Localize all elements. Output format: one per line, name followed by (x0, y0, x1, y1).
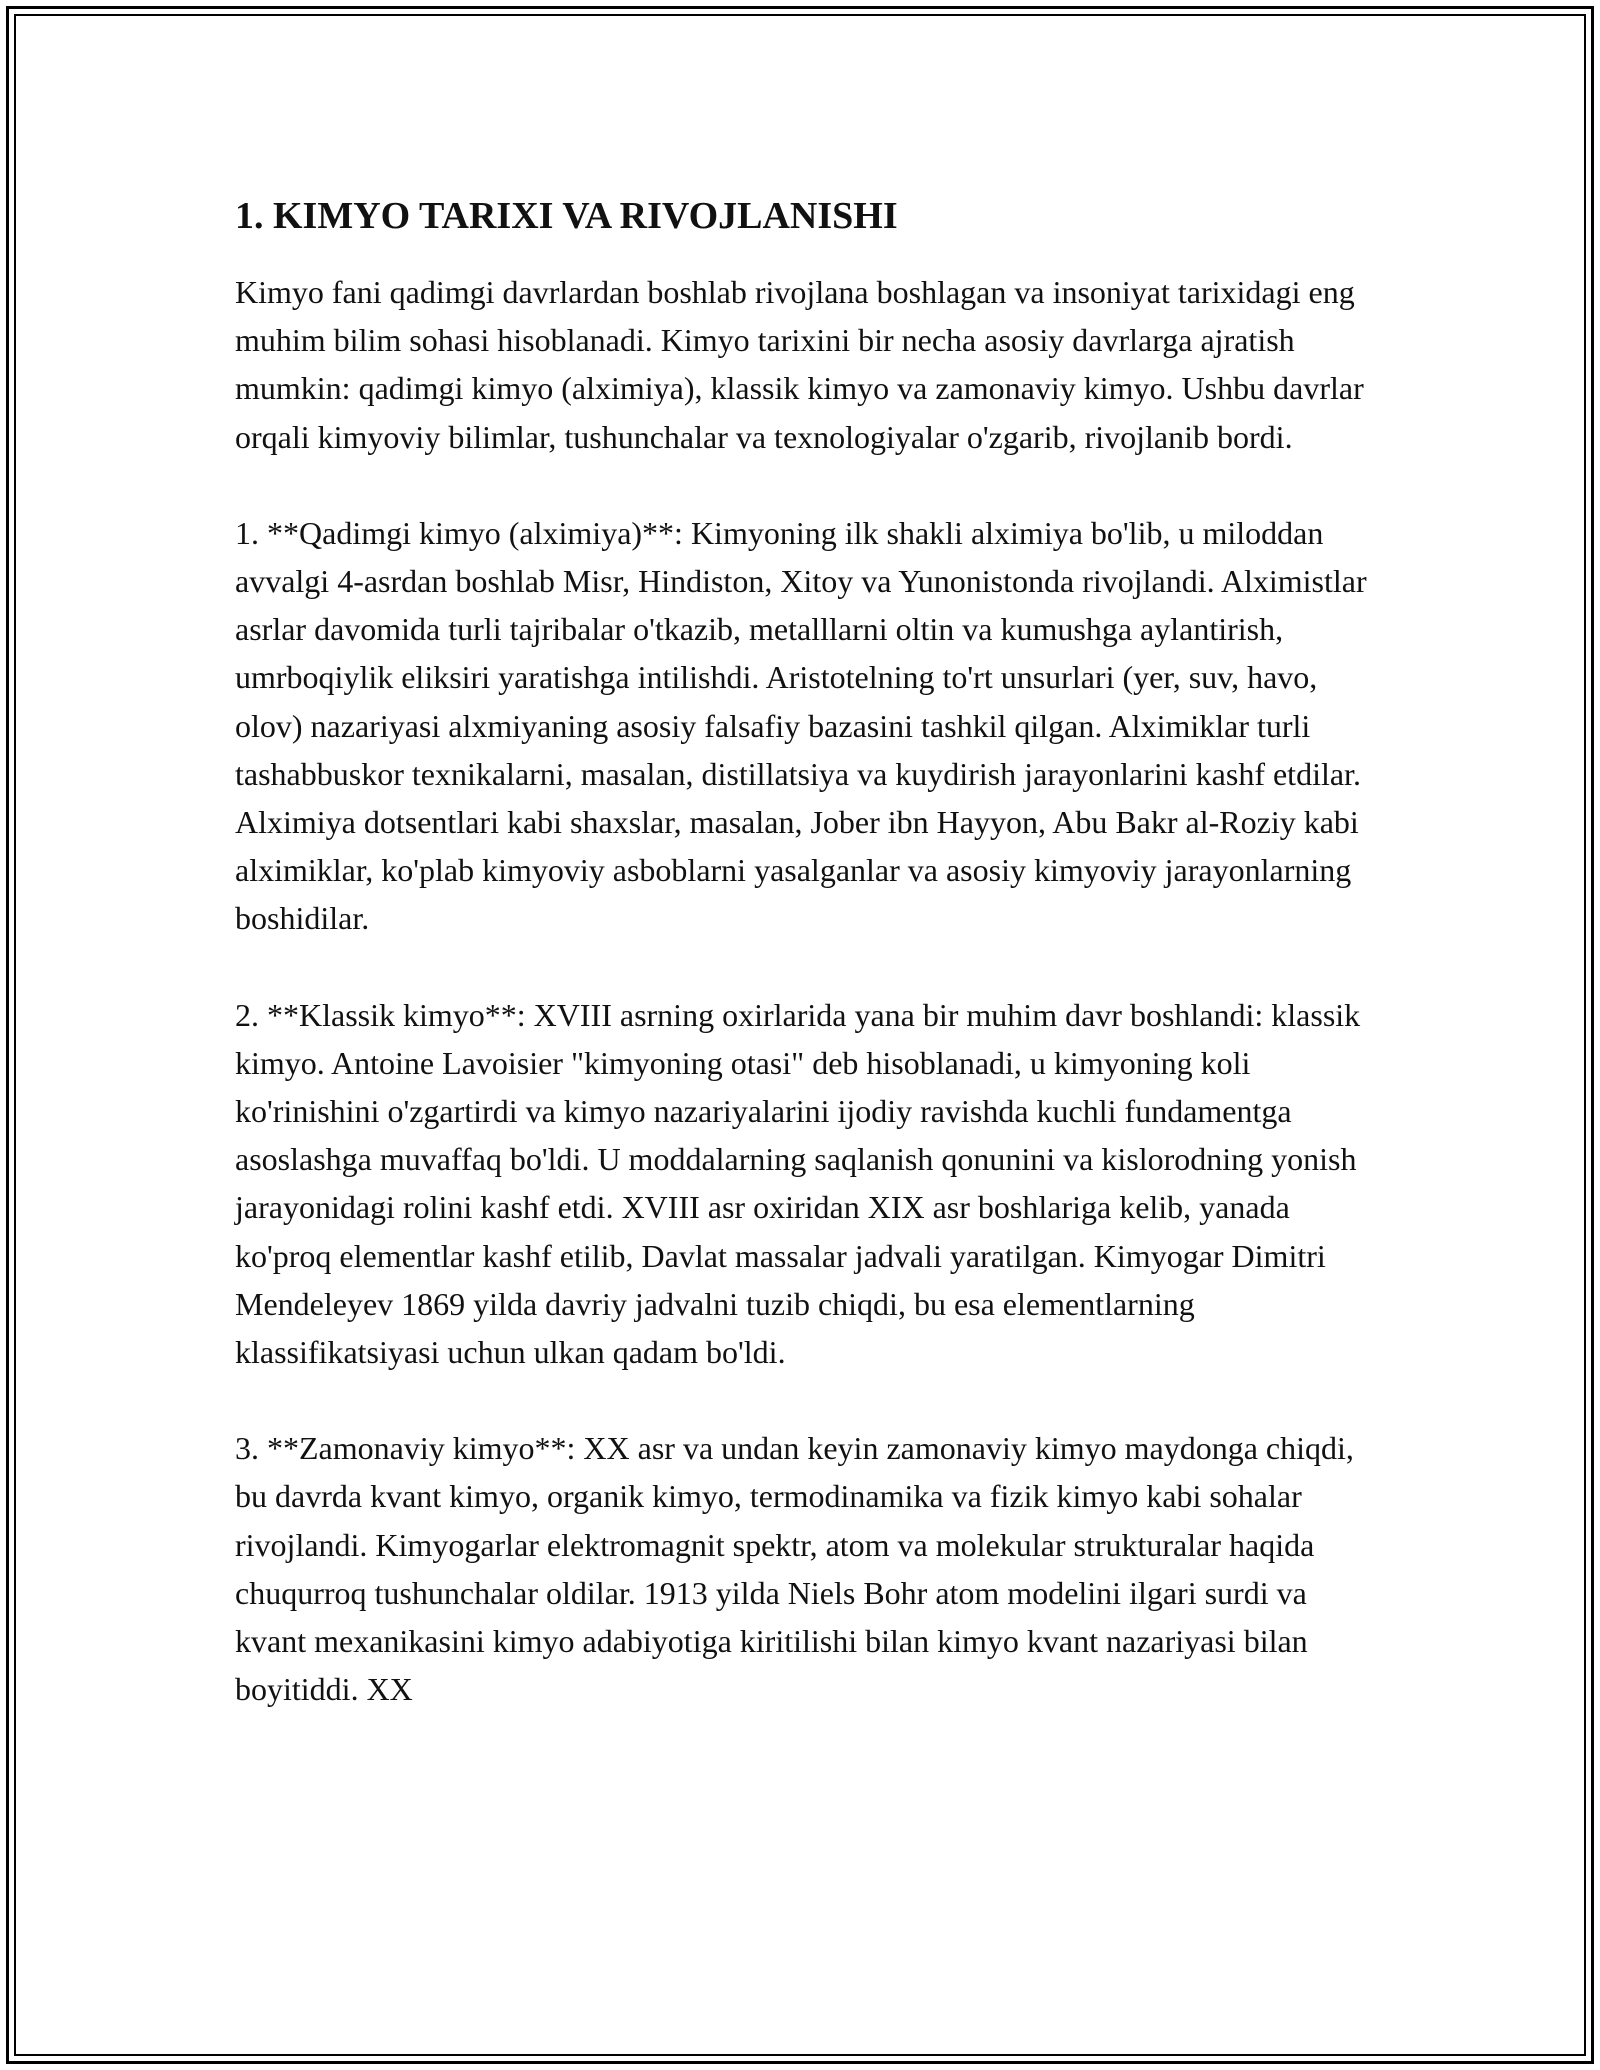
classical-chemistry-paragraph: 2. **Klassik kimyo**: XVIII asrning oxirlarida yana bir muhim davr boshlandi: klassik kimyo. Antoine Lavoisier "kimyoning otasi" deb hisoblanadi, u kimyoning koli ko'rinishini o'zgartirdi va kimyo nazariyalarini ijodiy ravishda kuchli fundamentga asoslashga muvaffaq bo'ldi. U moddalarning saqlanish qonunini va kislorodning yonish jarayonidagi rolini kashf etdi. XVIII asr oxiridan XIX asr boshlariga kelib, yanada ko'proq elementlar kashf etilib, Davlat massalar jadvali yaratilgan. Kimyogar Dimitri Mendeleyev 1869 yilda davriy jadvalni tuzib chiqdi, bu esa elementlarning klassifikatsiyasi uchun ulkan qadam bo'ldi. (235, 996, 1361, 1371)
document-title: 1. KIMYO TARIXI VA RIVOJLANISHI (235, 195, 898, 237)
ancient-chemistry-paragraph: 1. **Qadimgi kimyo (alximiya)**: Kimyoning ilk shakli alximiya bo'lib, u miloddan avvalgi 4-asrdan boshlab Misr, Hindiston, Xitoy va Yunonistonda rivojlandi. Alximistlar asrlar davomida turli tajribalar o'tkazib, metalllarni oltin va kumushga aylantirish, umrboqiylik eliksiri yaratishga intilishdi. Aristotelning to'rt unsurlari (yer, suv, havo, olov) nazariyasi alxmiyaning asosiy falsafiy bazasini tashkil qilgan. Alximiklar turli tashabbuskor texnikalarni, masalan, distillatsiya va kuydirish jarayonlarini kashf etdilar. Alximiya dotsentlari kabi shaxslar, masalan, Jober ibn Hayyon, Abu Bakr al-Roziy kabi alximiklar, ko'plab kimyoviy asboblarni yasalganlar va asosiy kimyoviy jarayonlarning boshidilar. (235, 514, 1367, 937)
document-body (235, 188, 1375, 1713)
intro-paragraph: Kimyo fani qadimgi davrlardan boshlab rivojlana boshlagan va insoniyat tarixidagi eng muhim bilim sohasi hisoblanadi. Kimyo tarixini bir necha asosiy davrlarga ajratish mumkin: qadimgi kimyo (alximiya), klassik kimyo va zamonaviy kimyo. Ushbu davrlar orqali kimyoviy bilimlar, tushunchalar va texnologiyalar o'zgarib, rivojlanib bordi. (235, 274, 1364, 455)
modern-chemistry-paragraph: 3. **Zamonaviy kimyo**: XX asr va undan keyin zamonaviy kimyo maydonga chiqdi, bu davrda kvant kimyo, organik kimyo, termodinamika va fizik kimyo kabi sohalar rivojlandi. Kimyogarlar elektromagnit spektr, atom va molekular strukturalar haqida chuqurroq tushunchalar oldilar. 1913 yilda Niels Bohr atom modelini ilgari surdi va kvant mexanikasini kimyo adabiyotiga kiritilishi bilan kimyo kvant nazariyasi bilan boyitiddi. XX (235, 1430, 1354, 1708)
